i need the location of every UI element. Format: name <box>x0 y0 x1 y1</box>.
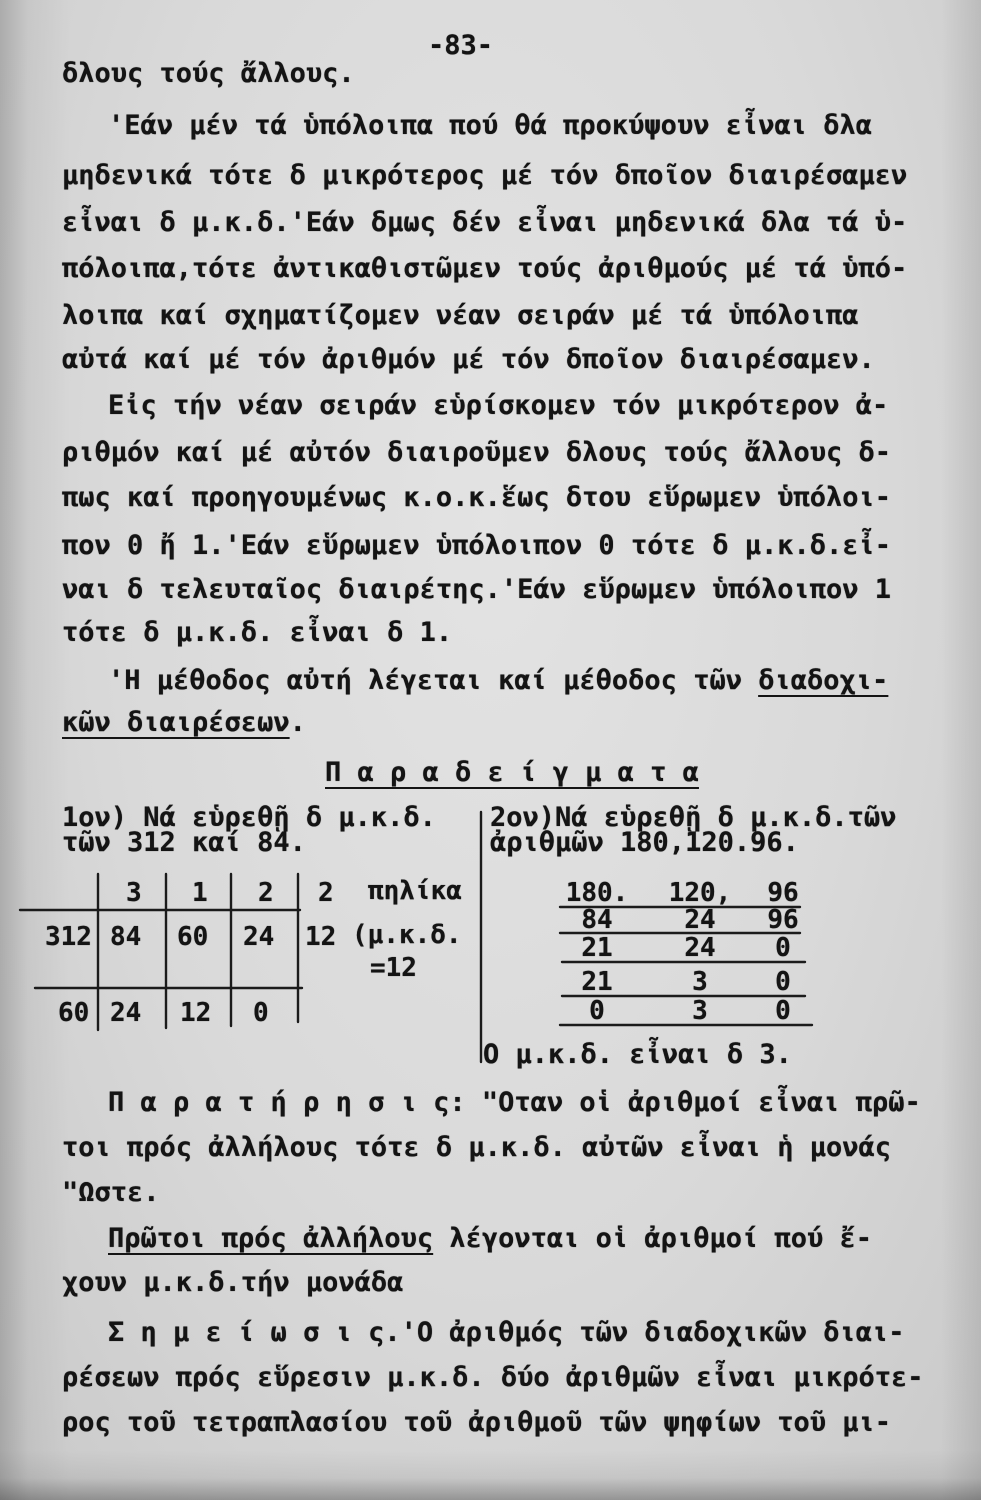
remark-line: Π α ρ α τ ή ρ η σ ι ς: "Οταν οἱ ἀριθμοί εἶναι πρῶ- <box>108 1087 921 1118</box>
note-line: ρέσεων πρός εὕρεσιν μ.κ.δ. δύο ἀριθμῶν εἶναι μικρότε- <box>62 1362 924 1393</box>
remainder-cell: 0 <box>253 998 269 1028</box>
body-line: Εἰς τήν νέαν σειράν εὑρίσκομεν τόν μικρότερον ἀ- <box>108 390 889 421</box>
definition-line: χουν μ.κ.δ.τήν μονάδα <box>62 1267 404 1298</box>
body-line: αὐτά καί μέ τόν ἀριθμόν μέ τόν δποῖον διαιρέσαμεν. <box>62 344 875 375</box>
body-line: λοιπα καί σχηματίζομεν νέαν σειράν μέ τά ὑπόλοιπα <box>62 300 859 331</box>
remainder-cell: 12 <box>180 998 212 1028</box>
body-line: εἶναι δ μ.κ.δ.'Εάν δμως δέν εἶναι μηδενικά δλα τά ὑ- <box>62 207 908 238</box>
method-lead: 'Η μέθοδος αὐτή λέγεται καί μέθοδος τῶν <box>108 665 759 696</box>
table-cell: 96 <box>767 905 799 935</box>
method-term-start: διαδοχι- <box>758 665 889 696</box>
table-cell: 21 <box>581 967 613 997</box>
remark-line: "Ωστε. <box>62 1177 160 1208</box>
body-line: ναι δ τελευταῖος διαιρέτης.'Εάν εὕρωμεν ὑπόλοιπον 1 <box>62 574 892 605</box>
body-line: μηδενικά τότε δ μικρότερος μέ τόν δποῖον διαιρέσαμεν <box>62 160 908 191</box>
quotient-cell: 3 <box>126 878 142 908</box>
definition-line <box>108 1225 872 1252</box>
definition-rest: λέγονται οἱ ἀριθμοί πού ἔ- <box>433 1223 873 1254</box>
table-cell: 180. <box>565 878 629 908</box>
dividend-cell: 84 <box>110 922 142 952</box>
dividend-cell: 24 <box>243 922 275 952</box>
method-end: . <box>289 707 306 738</box>
body-line: ριθμόν καί μέ αὐτόν διαιροῦμεν δλους τούς ἄλλους δ- <box>62 437 892 468</box>
body-line: πως καί προηγουμένως κ.ο.κ.ἕως δτου εὕρωμεν ὑπόλοι- <box>62 482 892 513</box>
definition-term: Πρῶτοι πρός ἀλλήλους <box>108 1223 434 1254</box>
example-1-title: 1ον) Νά εὑρεθῇ δ μ.κ.δ. <box>62 802 436 833</box>
quotients-label: πηλίκα <box>368 876 462 906</box>
table-cell: 0 <box>775 967 791 997</box>
table-cell: 24 <box>684 905 716 935</box>
remainder-cell: 60 <box>58 998 90 1028</box>
example-2-result: Ο μ.κ.δ. εἶναι δ 3. <box>483 1039 792 1070</box>
gcd-note: (μ.κ.δ. <box>352 920 462 950</box>
dividend-cell: 12 <box>305 922 337 952</box>
body-line: πον 0 ἤ 1.'Εάν εὕρωμεν ὑπόλοιπον 0 τότε δ μ.κ.δ.εἶ- <box>62 530 892 561</box>
table-cell: 84 <box>581 905 613 935</box>
example-1-title: τῶν 312 καί 84. <box>62 827 306 858</box>
quotient-cell: 2 <box>318 878 334 908</box>
remainder-cell: 24 <box>110 998 142 1028</box>
remark-line: τοι πρός ἀλλήλους τότε δ μ.κ.δ. αὐτῶν εἶναι ἡ μονάς <box>62 1132 892 1163</box>
quotient-cell: 1 <box>192 878 208 908</box>
body-line: 'Εάν μέν τά ὑπόλοιπα πού θά προκύψουν εἶναι δλα <box>108 110 873 141</box>
page-number: -83- <box>428 30 494 61</box>
method-term-end: κῶν διαιρέσεων <box>62 707 290 738</box>
example-2-title: ἀριθμῶν 180,120.96. <box>490 827 799 858</box>
table-cell: 0 <box>589 996 605 1026</box>
body-line: τότε δ μ.κ.δ. εἶναι δ 1. <box>62 617 453 648</box>
table-cell: 21 <box>581 933 613 963</box>
table-cell: 0 <box>775 996 791 1026</box>
example-2-title: 2ον)Νά εὑρεθῇ δ μ.κ.δ.τῶν <box>490 802 897 833</box>
table-cell: 3 <box>692 996 708 1026</box>
dividend-cell: 312 <box>45 922 92 952</box>
body-line: πόλοιπα,τότε ἀντικαθιστῶμεν τούς ἀριθμούς μέ τά ὑπό- <box>62 253 908 284</box>
examples-heading: Π α ρ α δ ε ί γ μ α τ α <box>325 757 699 788</box>
dividend-cell: 60 <box>177 922 209 952</box>
quotient-cell: 2 <box>258 878 274 908</box>
table-cell: 120, <box>668 878 732 908</box>
table-cell: 96 <box>767 878 799 908</box>
note-line: ρος τοῦ τετραπλασίου τοῦ ἀριθμοῦ τῶν ψηφίων τοῦ μι- <box>62 1407 892 1438</box>
table-cell: 3 <box>692 967 708 997</box>
table-cell: 0 <box>775 933 791 963</box>
note-line: Σ η μ ε ί ω σ ι ς.'Ο ἀριθμός τῶν διαδοχικῶν διαι- <box>108 1317 905 1348</box>
table-cell: 24 <box>684 933 716 963</box>
body-line: δλους τούς ἄλλους. <box>62 58 355 89</box>
gcd-value: =12 <box>370 953 417 983</box>
